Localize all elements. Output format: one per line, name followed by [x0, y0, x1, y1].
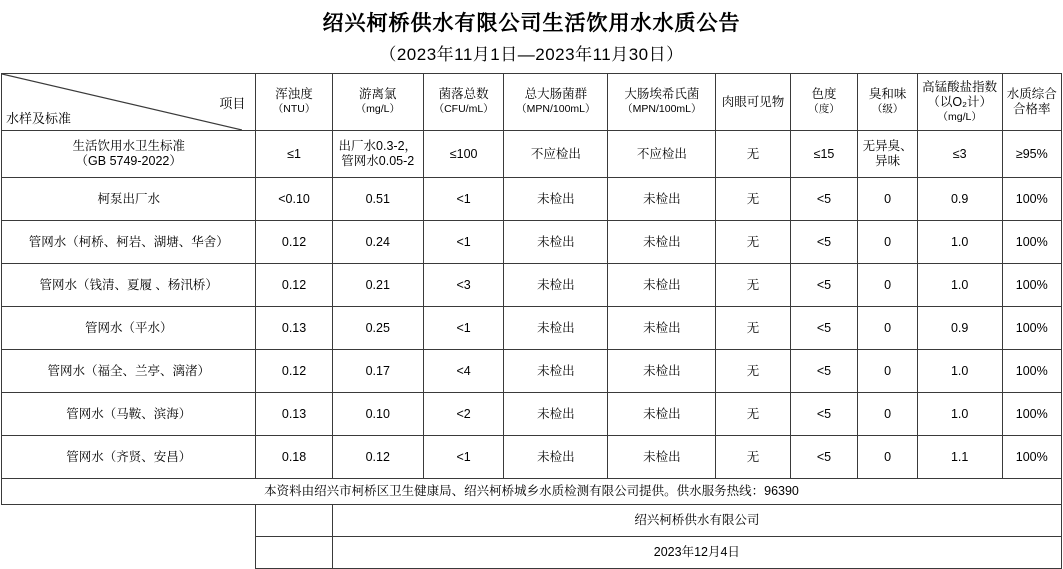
column-header-name: 色度 — [811, 87, 837, 101]
signature-company: 绍兴柯桥供水有限公司 — [332, 505, 1061, 537]
cell-turbidity: 0.13 — [256, 393, 332, 436]
column-header-name: 浑浊度 — [275, 87, 313, 101]
standard-row — [2, 131, 1062, 178]
cell-total-coliform: 未检出 — [504, 350, 608, 393]
cell-chromaticity: <5 — [790, 393, 858, 436]
cell-total-coliform: 未检出 — [504, 178, 608, 221]
page-title: 绍兴柯桥供水有限公司生活饮用水水质公告 — [322, 12, 741, 35]
cell-chromaticity: <5 — [790, 178, 858, 221]
standard-value-chromaticity: ≤15 — [790, 131, 858, 178]
cell-colony-count: <1 — [423, 221, 504, 264]
column-header-unit: （MPN/100mL） — [516, 103, 596, 115]
cell-odor-taste: 0 — [858, 307, 917, 350]
cell-total-coliform: 未检出 — [504, 264, 608, 307]
standard-row-label — [2, 131, 256, 178]
column-header-unit: （CFU/mL） — [433, 103, 494, 115]
cell-free-chlorine: 0.12 — [332, 436, 423, 479]
cell-colony-count: <3 — [423, 264, 504, 307]
cell-ecoli: 未检出 — [608, 393, 716, 436]
spacer-cell — [2, 537, 256, 569]
cell-free-chlorine: 0.10 — [332, 393, 423, 436]
cell-odor-taste: 0 — [858, 178, 917, 221]
cell-free-chlorine: 0.21 — [332, 264, 423, 307]
cell-free-chlorine: 0.17 — [332, 350, 423, 393]
cell-ecoli: 未检出 — [608, 436, 716, 479]
table-row — [2, 393, 1062, 436]
cell-free-chlorine: 0.25 — [332, 307, 423, 350]
cell-chromaticity: <5 — [790, 307, 858, 350]
column-header-ecoli — [608, 74, 716, 131]
standard-value-ecoli: 不应检出 — [608, 131, 716, 178]
column-header-unit: （NTU） — [272, 103, 316, 115]
cell-pass-rate: 100% — [1002, 393, 1061, 436]
signature-date-row — [2, 537, 1062, 569]
cell-permanganate-index: 1.0 — [917, 350, 1002, 393]
cell-turbidity: 0.13 — [256, 307, 332, 350]
column-header-visible-matter — [716, 74, 790, 131]
standard-value-free-chlorine: 出厂水0.3-2，管网水0.05-2 — [332, 131, 423, 178]
standard-value-colony-count: ≤100 — [423, 131, 504, 178]
cell-visible-matter: 无 — [716, 307, 790, 350]
cell-ecoli: 未检出 — [608, 350, 716, 393]
cell-odor-taste: 0 — [858, 436, 917, 479]
standard-value-odor-taste: 无异臭、异味 — [858, 131, 917, 178]
cell-turbidity: 0.18 — [256, 436, 332, 479]
cell-permanganate-index: 0.9 — [917, 307, 1002, 350]
column-header-unit: （MPN/100mL） — [622, 103, 702, 115]
cell-ecoli: 未检出 — [608, 221, 716, 264]
blank-cell — [256, 505, 332, 537]
cell-visible-matter: 无 — [716, 221, 790, 264]
column-header-unit: （mg/L） — [937, 110, 982, 123]
corner-header-cell — [2, 74, 256, 131]
table-row — [2, 221, 1062, 264]
column-header-odor-taste — [858, 74, 917, 131]
cell-chromaticity: <5 — [790, 264, 858, 307]
column-header-chromaticity — [790, 74, 858, 131]
cell-odor-taste: 0 — [858, 393, 917, 436]
cell-pass-rate: 100% — [1002, 436, 1061, 479]
cell-colony-count: <4 — [423, 350, 504, 393]
blank-cell — [256, 537, 332, 569]
page-subtitle: （2023年11月1日—2023年11月30日） — [379, 45, 684, 64]
cell-visible-matter: 无 — [716, 393, 790, 436]
row-label: 管网水（齐贤、安昌） — [2, 436, 256, 479]
cell-odor-taste: 0 — [858, 264, 917, 307]
table-row — [2, 264, 1062, 307]
cell-colony-count: <1 — [423, 436, 504, 479]
cell-colony-count: <1 — [423, 307, 504, 350]
cell-colony-count: <1 — [423, 178, 504, 221]
row-axis-label: 水样及标准 — [6, 111, 72, 126]
cell-odor-taste: 0 — [858, 350, 917, 393]
cell-turbidity: 0.12 — [256, 264, 332, 307]
signature-date: 2023年12月4日 — [332, 537, 1061, 569]
cell-visible-matter: 无 — [716, 436, 790, 479]
cell-colony-count: <2 — [423, 393, 504, 436]
column-header-pass-rate — [1002, 74, 1061, 131]
column-header-turbidity — [256, 74, 332, 131]
column-header-name: 臭和味 — [868, 87, 907, 101]
cell-chromaticity: <5 — [790, 350, 858, 393]
signature-company-row — [2, 505, 1062, 537]
cell-ecoli: 未检出 — [608, 307, 716, 350]
standard-value-turbidity: ≤1 — [256, 131, 332, 178]
table-row — [2, 350, 1062, 393]
spacer-cell — [2, 505, 256, 537]
cell-turbidity: 0.12 — [256, 221, 332, 264]
row-label: 管网水（福全、兰亭、漓渚） — [2, 350, 256, 393]
cell-pass-rate: 100% — [1002, 178, 1061, 221]
cell-chromaticity: <5 — [790, 436, 858, 479]
cell-permanganate-index: 1.0 — [917, 264, 1002, 307]
cell-visible-matter: 无 — [716, 264, 790, 307]
cell-permanganate-index: 1.0 — [917, 393, 1002, 436]
cell-permanganate-index: 1.1 — [917, 436, 1002, 479]
column-header-unit: （mg/L） — [355, 103, 400, 115]
standard-value-visible-matter: 无 — [716, 131, 790, 178]
cell-turbidity: 0.12 — [256, 350, 332, 393]
footnote-row — [2, 479, 1062, 505]
column-header-colony-count — [423, 74, 504, 131]
column-header-total-coliform — [504, 74, 608, 131]
row-label: 管网水（马鞍、滨海） — [2, 393, 256, 436]
standard-value-permanganate-index: ≤3 — [917, 131, 1002, 178]
row-label: 柯泵出厂水 — [2, 178, 256, 221]
standard-value-pass-rate: ≥95% — [1002, 131, 1061, 178]
column-header-name: 大肠埃希氏菌 — [624, 87, 700, 101]
footnote-text: 本资料由绍兴市柯桥区卫生健康局、绍兴柯桥城乡水质检测有限公司提供。供水服务热线：96390 — [2, 479, 1062, 505]
cell-ecoli: 未检出 — [608, 264, 716, 307]
cell-permanganate-index: 0.9 — [917, 178, 1002, 221]
cell-turbidity: <0.10 — [256, 178, 332, 221]
cell-pass-rate: 100% — [1002, 221, 1061, 264]
column-header-name: 总大肠菌群 — [524, 87, 588, 101]
cell-total-coliform: 未检出 — [504, 221, 608, 264]
cell-visible-matter: 无 — [716, 350, 790, 393]
row-label: 管网水（柯桥、柯岩、湖塘、华舍） — [2, 221, 256, 264]
table-row — [2, 436, 1062, 479]
cell-total-coliform: 未检出 — [504, 436, 608, 479]
cell-free-chlorine: 0.24 — [332, 221, 423, 264]
column-header-unit: （度） — [808, 103, 840, 115]
col-axis-label: 项目 — [219, 96, 246, 111]
cell-permanganate-index: 1.0 — [917, 221, 1002, 264]
row-label: 管网水（钱清、夏履 、杨汛桥） — [2, 264, 256, 307]
column-header-name: 菌落总数 — [438, 87, 489, 101]
column-header-permanganate-index — [917, 74, 1002, 131]
column-header-unit: （级） — [871, 103, 904, 115]
water-quality-table — [1, 73, 1062, 569]
cell-total-coliform: 未检出 — [504, 393, 608, 436]
column-header-name: 水质综合合格率 — [1006, 87, 1057, 116]
cell-total-coliform: 未检出 — [504, 307, 608, 350]
standard-label-line2: （GB 5749-2022） — [75, 154, 182, 168]
column-header-name: 高锰酸盐指数（以O₂计） — [922, 79, 998, 109]
column-header-free-chlorine — [332, 74, 423, 131]
cell-pass-rate: 100% — [1002, 350, 1061, 393]
column-header-name: 肉眼可见物 — [721, 94, 785, 109]
cell-odor-taste: 0 — [858, 221, 917, 264]
standard-value-total-coliform: 不应检出 — [504, 131, 608, 178]
cell-free-chlorine: 0.51 — [332, 178, 423, 221]
cell-visible-matter: 无 — [716, 178, 790, 221]
cell-chromaticity: <5 — [790, 221, 858, 264]
table-header-row — [2, 74, 1062, 131]
cell-ecoli: 未检出 — [608, 178, 716, 221]
cell-pass-rate: 100% — [1002, 307, 1061, 350]
column-header-name: 游离氯 — [359, 87, 397, 101]
table-row — [2, 178, 1062, 221]
table-row — [2, 307, 1062, 350]
standard-label-line1: 生活饮用水卫生标准 — [72, 139, 185, 153]
cell-pass-rate: 100% — [1002, 264, 1061, 307]
row-label: 管网水（平水） — [2, 307, 256, 350]
